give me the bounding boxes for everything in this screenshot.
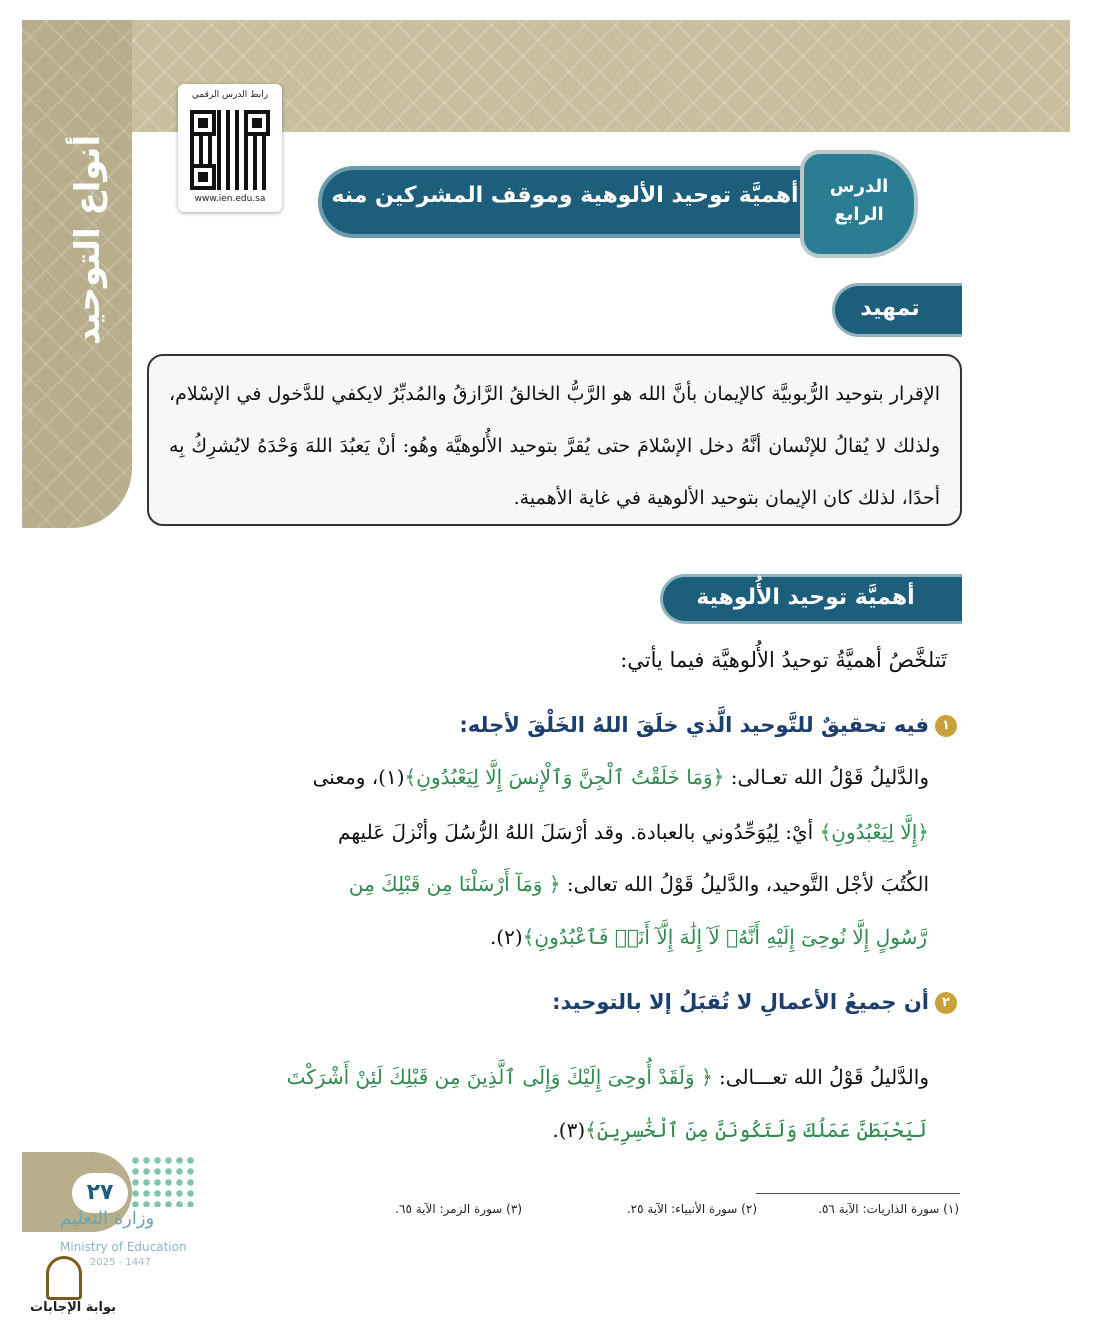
point-1-line-4: [490, 925, 927, 949]
quran-verse: ﴿إِلَّا لِيَعْبُدُونِ﴾: [819, 820, 929, 844]
lesson-badge-label: الدرس: [829, 176, 889, 197]
point-2-line-2: [552, 1118, 927, 1142]
section-intro: تَتلخَّصُ أهميَّةُ توحيدُ الأُلوهيَّة فيما يأتي:: [620, 648, 947, 672]
point-1-line-3: [349, 872, 929, 896]
lesson-title: أهميَّة توحيد الألوهية وموقف المشركين منه: [331, 183, 799, 208]
point-1-line-1: [313, 765, 929, 789]
site-name: بوابة الإجابات: [30, 1300, 116, 1315]
ministry-year: 2025 - 1447: [90, 1257, 151, 1268]
footnote-ref: (٣).: [552, 1118, 586, 1142]
evidence-intro: والدَّليلُ قَوْلُ الله تعـالى:: [724, 765, 929, 789]
explanation-text: أيْ: لِيُوَحِّدُوني بالعبادة. وقد أرْسَلَ اللهُ الرُّسُلَ وأنْزلَ عَليهم: [338, 820, 820, 844]
intro-heading-tab: [832, 283, 962, 337]
section-heading-tab: [660, 574, 962, 624]
footnote-3: (٣) سورة الزمر: الآية ٦٥.: [395, 1202, 522, 1216]
ministry-name-en: Ministry of Education: [60, 1240, 187, 1254]
evidence-intro: والدَّليلُ قَوْلُ الله تعـــالى:: [712, 1065, 929, 1089]
qr-label: رابط الدرس الرقمي: [191, 90, 269, 100]
intro-heading: تمهيد: [860, 296, 920, 321]
point-heading-text: فيه تحقيقٌ للتَّوحيد الَّذي خلَقَ اللهُ الخَلْقَ لأجله:: [459, 713, 929, 737]
quran-verse: ﴿وَمَا خَلَقْتُ ٱلْجِنَّ وَٱلْإِنسَ إِلَّا لِيَعْبُدُونِ﴾: [404, 765, 725, 789]
section-heading: أهميَّة توحيد الأُلوهية: [696, 585, 915, 610]
footnote-1: (١) سورة الذاريات: الآية ٥٦.: [818, 1202, 959, 1216]
point-number-badge: ٢: [935, 992, 957, 1014]
point-heading-text: أن جميعُ الأعمالِ لا تُقبَلُ إلا بالتوحيد:: [552, 990, 929, 1014]
page-number: ٢٧: [72, 1173, 128, 1213]
quran-verse: رَّسُولٍ إِلَّا نُوحِىٓ إِلَيْهِ أَنَّهُۥ لَآ إِلَٰهَ إِلَّآ أَنَا۠ فَٱعْبُدُونِ﴾: [522, 925, 927, 949]
quran-verse: لَيَحْبَطَنَّ عَمَلُكَ وَلَتَكُونَنَّ مِنَ ٱلْخَٰسِرِينَ﴾: [585, 1118, 927, 1142]
point-2-line-1: [287, 1065, 929, 1089]
point-1-heading: [459, 713, 957, 737]
site-logo-icon: [46, 1256, 82, 1300]
footnote-2: (٢) سورة الأنبياء: الآية ٢٥.: [626, 1202, 757, 1216]
intro-box: [147, 354, 962, 526]
qr-code-icon[interactable]: [190, 110, 270, 190]
footnote-ref: (٢).: [489, 925, 523, 949]
evidence-intro: الكُتُبَ لأجْل التَّوحيد، والدَّليلُ قَوْلُ الله تعالى:: [560, 872, 929, 896]
qr-url[interactable]: www.ien.edu.sa: [194, 194, 266, 204]
point-number-badge: ١: [935, 715, 957, 737]
ministry-name-ar: وزارة التعليم: [60, 1208, 155, 1229]
unit-title: أنواع التوحيد: [68, 134, 108, 346]
intro-paragraph: الإقرار بتوحيد الرُّبوبيَّة كالإيمان بأنَّ الله هو الرَّبُّ الخالقُ الرَّازقُ والمُدبِّرُ لايكفي للدَّخول في الإسْلام، ولذلك لا يُقالُ للإنْسان أنَّهُ دخل الإسْلامَ حتى يُقرَّ بتوحيد الأُلوهيَّة وهُو: أنْ يَعبُدَ اللهَ وَحْدَهُ لايُشرِكُ بِه أحدًا، لذلك كان الإيمان بتوحيد الألوهية في غاية الأهمية.: [169, 383, 940, 509]
qr-card[interactable]: [178, 84, 282, 212]
point-2-heading: [552, 990, 957, 1014]
footnote-ref: (١)، ومعنى: [312, 765, 405, 789]
quran-verse: ﴿ وَمَآ أَرْسَلْنَا مِن قَبْلِكَ مِن: [348, 872, 561, 896]
quran-verse: ﴿ وَلَقَدْ أُوحِىَ إِلَيْكَ وَإِلَى ٱلَّذِينَ مِن قَبْلِكَ لَئِنْ أَشْرَكْتَ: [286, 1065, 713, 1089]
footnote-divider: [756, 1193, 960, 1194]
point-1-line-2: [338, 820, 929, 844]
lesson-badge-number: الرابع: [834, 204, 884, 225]
lesson-badge: [800, 150, 918, 258]
ministry-logo-dots-icon: [130, 1155, 196, 1207]
